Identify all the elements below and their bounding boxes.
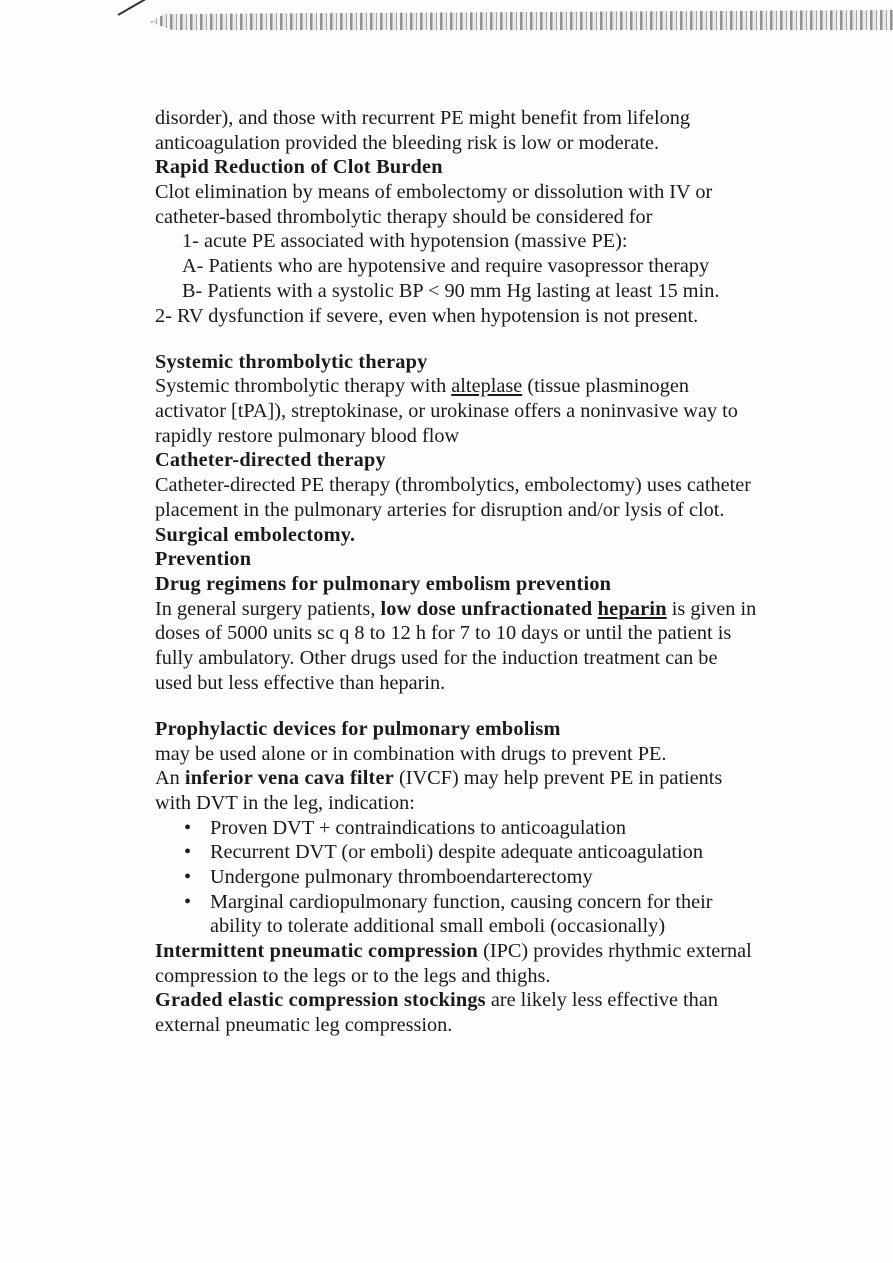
- bullet-item: • Marginal cardiopulmonary function, causing concern for their: [184, 890, 713, 913]
- paragraph-line: Systemic thrombolytic therapy with alteplase (tissue plasminogen: [155, 375, 689, 398]
- paragraph-line: compression to the legs or to the legs and thighs.: [155, 964, 551, 987]
- paragraph-line: fully ambulatory. Other drugs used for the induction treatment can be: [155, 646, 718, 669]
- paragraph-line: Graded elastic compression stockings are likely less effective than: [155, 989, 718, 1012]
- heading-systemic-thrombolytic: Systemic thrombolytic therapy: [155, 350, 428, 373]
- paragraph-line: anticoagulation provided the bleeding risk is low or moderate.: [155, 131, 660, 154]
- spacer: [155, 695, 787, 717]
- heading-surgical-embolectomy: Surgical embolectomy.: [155, 523, 356, 546]
- scan-artifact-mark: [118, 0, 154, 16]
- heading-drug-regimens: Drug regimens for pulmonary embolism prevention: [155, 572, 612, 595]
- paragraph-line: may be used alone or in combination with drugs to prevent PE.: [155, 742, 667, 765]
- scan-artifact-top: [150, 10, 893, 30]
- heading-rapid-reduction: Rapid Reduction of Clot Burden: [155, 156, 443, 179]
- heading-prevention: Prevention: [155, 548, 252, 571]
- paragraph-line: Clot elimination by means of embolectomy or dissolution with IV or: [155, 181, 713, 204]
- bullet-item: • Proven DVT + contraindications to anticoagulation: [184, 816, 627, 839]
- list-item-a: A- Patients who are hypotensive and require vasopressor therapy: [182, 255, 710, 278]
- heparin-link[interactable]: heparin: [597, 597, 667, 620]
- bullet-item: • Undergone pulmonary thromboendarterectomy: [184, 865, 593, 888]
- spacer: [155, 328, 787, 350]
- bullet-icon: •: [184, 816, 192, 839]
- alteplase-link[interactable]: alteplase: [451, 375, 523, 398]
- document-page: [155, 106, 787, 1038]
- heading-catheter-directed: Catheter-directed therapy: [155, 449, 386, 472]
- bullet-icon: •: [184, 890, 192, 913]
- heading-prophylactic-devices: Prophylactic devices for pulmonary embolism: [155, 717, 561, 740]
- paragraph-line: In general surgery patients, low dose unfractionated heparin is given in: [155, 597, 757, 620]
- paragraph-line: with DVT in the leg, indication:: [155, 791, 415, 814]
- paragraph-line: Intermittent pneumatic compression (IPC) provides rhythmic external: [155, 940, 752, 962]
- list-item-2: 2- RV dysfunction if severe, even when hypotension is not present.: [155, 304, 699, 327]
- paragraph-line: disorder), and those with recurrent PE might benefit from lifelong: [155, 107, 691, 129]
- paragraph-line: Catheter-directed PE therapy (thrombolytics, embolectomy) uses catheter: [155, 474, 751, 497]
- list-item-1: 1- acute PE associated with hypotension (massive PE):: [182, 230, 628, 253]
- paragraph-line: placement in the pulmonary arteries for disruption and/or lysis of clot.: [155, 498, 725, 521]
- bullet-icon: •: [184, 841, 192, 864]
- paragraph-line: doses of 5000 units sc q 8 to 12 h for 7 to 10 days or until the patient is: [155, 622, 732, 645]
- paragraph-line: external pneumatic leg compression.: [155, 1014, 453, 1037]
- bullet-item: • Recurrent DVT (or emboli) despite adequate anticoagulation: [184, 841, 703, 864]
- bullet-continuation: ability to tolerate additional small emboli (occasionally): [210, 915, 666, 938]
- paragraph-line: An inferior vena cava filter (IVCF) may help prevent PE in patients: [155, 767, 723, 790]
- list-item-b: B- Patients with a systolic BP < 90 mm Hg lasting at least 15 min.: [182, 279, 720, 302]
- paragraph-line: used but less effective than heparin.: [155, 671, 446, 694]
- paragraph-line: rapidly restore pulmonary blood flow: [155, 424, 460, 447]
- paragraph-line: activator [tPA]), streptokinase, or urokinase offers a noninvasive way to: [155, 400, 738, 423]
- bullet-icon: •: [184, 865, 192, 888]
- paragraph-line: catheter-based thrombolytic therapy should be considered for: [155, 205, 653, 228]
